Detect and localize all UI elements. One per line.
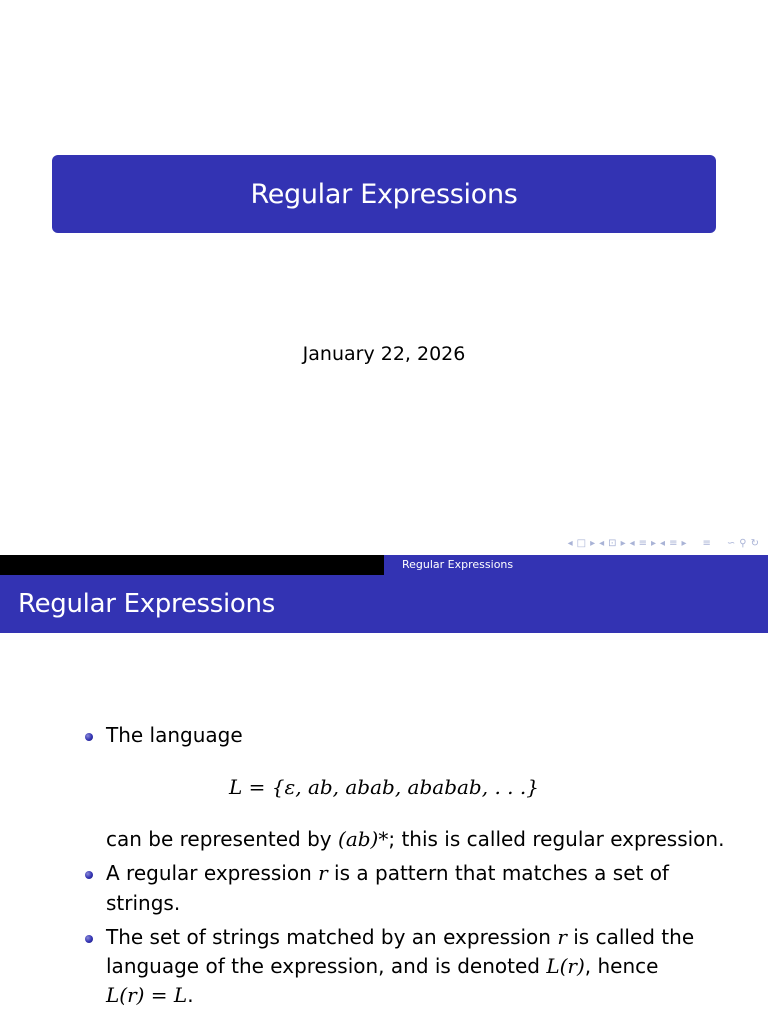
nav-subsection-icon[interactable]: ≡: [638, 538, 648, 549]
bullet2-suffix: is a pattern that matches a set of: [327, 861, 669, 885]
headline-left-section: [0, 555, 384, 575]
nav-prev-section-icon[interactable]: ◂: [660, 538, 666, 549]
bullet2-math: r: [318, 861, 328, 885]
presentation-date: January 22, 2026: [302, 343, 466, 365]
continuation-math: (ab)*: [338, 827, 389, 851]
nav-forward-icon[interactable]: ↻: [750, 538, 759, 549]
bullet2-line2: strings.: [106, 891, 181, 915]
nav-prev-subsection-icon[interactable]: ◂: [629, 538, 635, 549]
nav-frame-icon[interactable]: ⊡: [608, 538, 617, 549]
bullet3-line1-prefix: The set of strings matched by an expression: [106, 925, 558, 949]
bullet2-prefix: A regular expression: [106, 861, 319, 885]
nav-next-subsection-icon[interactable]: ▸: [651, 538, 657, 549]
slide-title: Regular Expressions: [250, 178, 518, 210]
equation-rhs: = {ε, ab, abab, ababab, . . .}: [248, 775, 539, 799]
bullet3-line3: [106, 983, 194, 1007]
continuation-prefix: can be represented by: [106, 827, 339, 851]
nav-slide-icon[interactable]: □: [576, 538, 587, 549]
headline-bar: [0, 555, 768, 575]
bullet3-line2-prefix: language of the expression, and is denoted: [106, 954, 547, 978]
nav-prev-slide-icon[interactable]: ◂: [567, 538, 573, 549]
bullet3-line3-suffix: .: [187, 983, 194, 1007]
bullet2-line1: [106, 861, 669, 885]
headline-section-title: Regular Expressions: [402, 558, 514, 571]
bullet3-line2: [106, 954, 658, 978]
nav-next-section-icon[interactable]: ▸: [681, 538, 687, 549]
bullet-point: [85, 733, 93, 741]
equation-lhs: L: [229, 775, 243, 799]
nav-back-icon[interactable]: ∽: [726, 538, 736, 549]
bullet3-line1: [106, 925, 694, 949]
bullet-point: [85, 871, 93, 879]
navigation-symbols[interactable]: [567, 536, 760, 552]
bullet3-line3-math: L(r) = L: [106, 983, 188, 1007]
nav-search-icon[interactable]: ⚲: [739, 538, 747, 549]
nav-next-frame-icon[interactable]: ▸: [620, 538, 626, 549]
display-equation: [0, 775, 768, 799]
frame-title: Regular Expressions: [18, 589, 275, 619]
title-box: [52, 155, 716, 233]
bullet3-line2-suffix: , hence: [584, 954, 659, 978]
continuation-suffix: ; this is called regular expression.: [388, 827, 725, 851]
nav-section-icon[interactable]: ≡: [669, 538, 678, 549]
frame-title-bar: [0, 575, 768, 633]
nav-next-slide-icon[interactable]: ▸: [590, 538, 596, 549]
bullet3-line2-math: L(r): [546, 954, 585, 978]
content-slide: [0, 555, 768, 1024]
bullet-point: [85, 935, 93, 943]
bullet3-line1-suffix: is called the: [566, 925, 695, 949]
nav-prev-frame-icon[interactable]: ◂: [599, 538, 605, 549]
bullet1-text: The language: [106, 723, 243, 747]
bullet3-line1-math: r: [557, 925, 567, 949]
bullet1-continuation: [106, 827, 724, 851]
headline-right-section: [384, 555, 768, 575]
nav-document-icon[interactable]: ≡: [702, 538, 711, 549]
